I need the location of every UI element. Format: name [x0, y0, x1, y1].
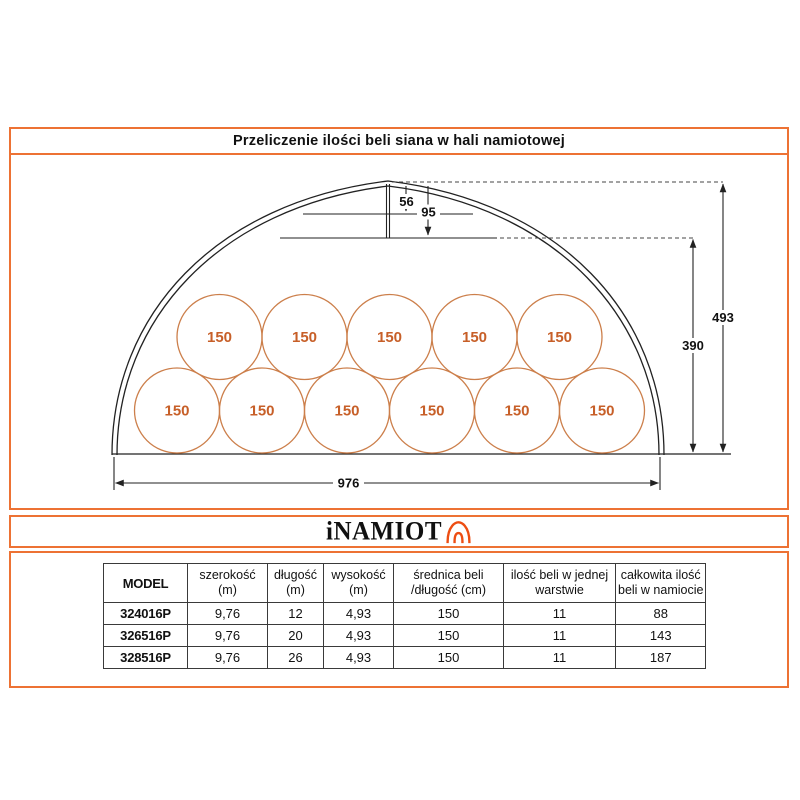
hay-bales	[135, 295, 645, 454]
cell-model: 324016P	[104, 603, 188, 625]
header-width: szerokość (m)	[188, 564, 268, 603]
bale-label: 150	[376, 329, 403, 346]
spec-table	[103, 563, 706, 669]
dimension-label-976: 976	[337, 475, 360, 491]
brand-logo-text: iNAMIOT	[326, 517, 442, 546]
bale-label: 150	[206, 329, 233, 346]
table-row	[104, 603, 706, 625]
table-row	[104, 647, 706, 669]
cell-total-bales: 88	[616, 603, 706, 625]
logo-band	[9, 515, 789, 548]
cell-length: 12	[268, 603, 324, 625]
cell-height: 4,93	[324, 603, 394, 625]
cell-bales-per-layer: 11	[504, 625, 616, 647]
cell-length: 20	[268, 625, 324, 647]
tent-diagram	[11, 153, 788, 507]
cell-total-bales: 187	[616, 647, 706, 669]
bale-label: 150	[291, 329, 318, 346]
dimension-lines	[114, 184, 723, 490]
header-length: długość (m)	[268, 564, 324, 603]
header-bale-diameter: średnica beli /długość (cm)	[394, 564, 504, 603]
dimension-label-56: 56	[399, 194, 414, 209]
bale-label: 150	[249, 402, 275, 420]
ridge-frame	[280, 184, 497, 238]
cell-bale-diameter: 150	[394, 647, 504, 669]
cell-width: 9,76	[188, 647, 268, 669]
cell-bales-per-layer: 11	[504, 603, 616, 625]
header-model: MODEL	[104, 564, 188, 603]
cell-bale-diameter: 150	[394, 625, 504, 647]
header-total-bales: całkowita ilość beli w namiocie	[616, 564, 706, 603]
bale-label: 150	[504, 402, 530, 420]
table-row	[104, 625, 706, 647]
bale-label: 150	[546, 329, 573, 346]
cell-length: 26	[268, 647, 324, 669]
page-title: Przeliczenie ilości beli siana w hali namiotowej	[11, 129, 787, 155]
cell-model: 328516P	[104, 647, 188, 669]
cell-height: 4,93	[324, 647, 394, 669]
bale-label: 150	[419, 402, 445, 420]
cell-bale-diameter: 150	[394, 603, 504, 625]
cell-bales-per-layer: 11	[504, 647, 616, 669]
tent-icon	[445, 519, 472, 544]
cell-model: 326516P	[104, 625, 188, 647]
bale-label: 150	[461, 329, 488, 346]
table-header-row	[104, 564, 706, 603]
cell-width: 9,76	[188, 625, 268, 647]
bale-label: 150	[164, 402, 190, 420]
bale-label: 150	[334, 402, 360, 420]
dimension-label-95: 95	[421, 204, 436, 220]
dimension-label-390: 390	[682, 338, 704, 353]
cell-width: 9,76	[188, 603, 268, 625]
dimension-label-493: 493	[712, 310, 734, 325]
bale-label: 150	[589, 402, 615, 420]
cell-total-bales: 143	[616, 625, 706, 647]
header-height: wysokość (m)	[324, 564, 394, 603]
tent-shell	[112, 181, 664, 455]
spec-table-panel	[9, 551, 789, 688]
header-bales-per-layer: ilość beli w jednej warstwie	[504, 564, 616, 603]
cell-height: 4,93	[324, 625, 394, 647]
